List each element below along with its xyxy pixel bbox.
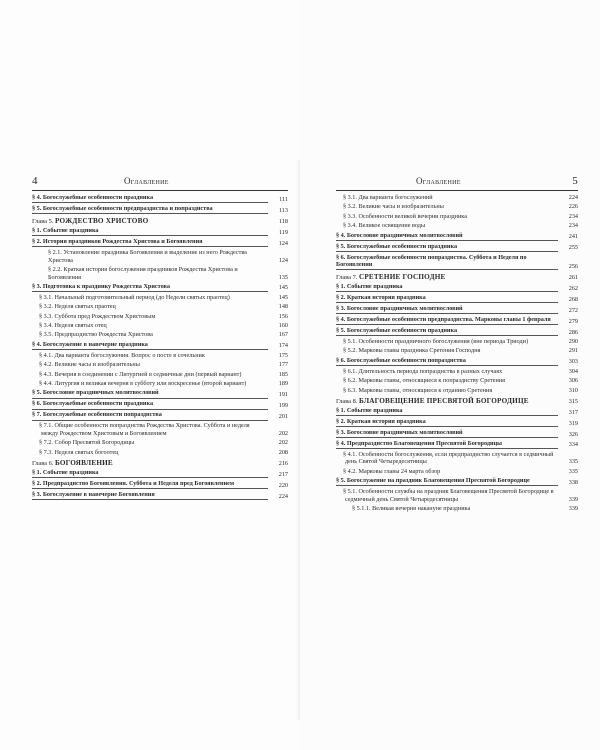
entry-title: § 3. Богословие праздничных молитвословий — [336, 429, 558, 438]
running-head-left — [32, 176, 288, 190]
toc-list-right — [336, 194, 578, 513]
entry-title: § 1. Событие праздника — [32, 469, 268, 478]
entry-title: § 4.2. Марковы главы 24 марта обзор — [343, 467, 441, 475]
entry-title: § 5.1. Особенности праздничного богослужения (вне периода Триоди) — [343, 338, 529, 346]
entry-page-number: 339 — [568, 495, 578, 503]
toc-entry — [336, 316, 578, 325]
toc-entry — [336, 283, 578, 292]
entry-page-number: 124 — [278, 256, 288, 264]
entry-page-number: 167 — [278, 331, 288, 339]
chapter-number: Глава 6. — [32, 459, 54, 467]
toc-entry — [336, 488, 578, 503]
entry-title: § 2. Краткая история праздника — [336, 418, 558, 427]
entry-title: § 6.1. Длительность периода попразднства в разных случаях — [343, 367, 503, 375]
entry-page-number: 217 — [278, 470, 288, 478]
entry-page-number: 315 — [568, 397, 578, 405]
chapter-title: БОГОЯВЛЕНИЕ — [54, 458, 113, 467]
header-rule — [32, 190, 288, 191]
entry-page-number: 224 — [568, 194, 578, 201]
entry-page-number: 191 — [278, 390, 288, 398]
entry-page-number: 335 — [568, 458, 578, 466]
toc-entry — [32, 491, 288, 500]
toc-entry — [32, 411, 288, 420]
toc-entry — [32, 266, 288, 281]
entry-title: § 4. Богослужение в навечерие праздника — [32, 341, 268, 350]
entry-page-number: 216 — [278, 459, 288, 467]
running-title: Оглавление — [124, 176, 169, 186]
toc-entry — [336, 505, 578, 513]
toc-entry — [336, 407, 578, 416]
toc-entry — [32, 294, 288, 302]
toc-entry — [336, 294, 578, 303]
entry-page-number: 310 — [568, 386, 578, 394]
entry-page-number: 135 — [278, 273, 288, 281]
entry-page-number: 202 — [278, 439, 288, 447]
entry-page-number: 201 — [278, 412, 288, 420]
entry-title: § 4.1. Два варианта богослужения. Вопрос о посте в сочельник — [39, 351, 205, 359]
toc-entry — [336, 451, 578, 466]
entry-page-number: 326 — [568, 430, 578, 438]
entry-title: § 7. Богослужебные особенности попразднства — [32, 411, 268, 420]
entry-title: § 2. Предпразднство Богоявления. Суббота и Неделя пред Богоявлением — [32, 480, 268, 489]
entry-page-number: 319 — [568, 419, 578, 427]
chapter-title: РОЖДЕСТВО ХРИСТОВО — [54, 216, 149, 225]
entry-page-number: 119 — [278, 228, 288, 236]
toc-entry — [32, 449, 288, 457]
entry-title: § 4.4. Литургия и великая вечерня в субботу или воскресенье (второй вариант) — [39, 379, 247, 387]
entry-title: § 1. Событие праздника — [32, 227, 268, 236]
entry-page-number: 185 — [278, 370, 288, 378]
entry-page-number: 174 — [278, 342, 288, 350]
toc-entry — [32, 303, 288, 311]
entry-page-number: 303 — [568, 358, 578, 366]
entry-title: § 1. Событие праздника — [336, 407, 558, 416]
entry-title: § 3.4. Великое освящение воды — [343, 222, 426, 230]
entry-page-number: 286 — [568, 328, 578, 336]
toc-entry — [32, 331, 288, 339]
chapter-number: Глава 7. — [336, 273, 358, 281]
toc-entry — [32, 469, 288, 478]
entry-title: § 2. Краткая история праздника — [336, 294, 558, 303]
chapter-number: Глава 8. — [336, 397, 358, 405]
entry-page-number: 255 — [568, 244, 578, 252]
chapter-title: БЛАГОВЕЩЕНИЕ ПРЕСВЯТОЙ БОГОРОДИЦЕ — [358, 396, 529, 405]
toc-entry — [32, 422, 288, 437]
entry-page-number: 262 — [568, 284, 578, 292]
entry-page-number: 304 — [568, 367, 578, 375]
entry-title: § 4. Богословие праздничных молитвословий — [336, 232, 558, 241]
entry-page-number: 226 — [568, 203, 578, 211]
running-title: Оглавление — [416, 176, 461, 186]
toc-entry — [336, 327, 578, 336]
entry-page-number: 338 — [568, 478, 578, 486]
entry-title: § 5. Богослужебные особенности предпразднства и попразднства — [32, 205, 268, 214]
toc-entry — [32, 380, 288, 388]
entry-title: § 2.2. Краткая история богослужения праздников Рождества Христова и Богоявления — [48, 265, 238, 281]
toc-entry — [336, 243, 578, 252]
toc-entry — [336, 305, 578, 314]
toc-entry — [336, 477, 578, 486]
entry-title: § 3.3. Суббота пред Рождеством Христовым — [39, 312, 156, 320]
entry-title: § 5.1.1. Великая вечерня накануне праздника — [352, 505, 471, 513]
toc-entry — [32, 313, 288, 321]
entry-title: § 5.2. Марковы главы праздника Сретения Господня — [343, 347, 481, 355]
entry-page-number: 208 — [278, 448, 288, 456]
page-number: 5 — [572, 175, 578, 187]
toc-chapter — [336, 398, 578, 406]
entry-title: § 3. Подготовка к празднику Рождества Христова — [32, 283, 268, 292]
toc-entry — [32, 371, 288, 379]
entry-page-number: 189 — [278, 379, 288, 387]
entry-title: § 3.4. Неделя святых отец — [39, 322, 107, 330]
entry-page-number: 160 — [278, 322, 288, 330]
entry-page-number: 145 — [278, 284, 288, 292]
entry-page-number: 113 — [278, 206, 288, 214]
toc-entry — [32, 238, 288, 247]
entry-page-number: 224 — [278, 492, 288, 500]
toc-entry — [336, 429, 578, 438]
right-page — [300, 0, 600, 750]
entry-title: § 4.1. Особенности богослужения, если предпразднство случается в седмичный день Святой Четыредесятницы — [343, 450, 554, 466]
entry-title: § 3. Богословие праздничных молитвословий — [336, 305, 558, 314]
toc-entry — [32, 205, 288, 214]
entry-title: § 6.2. Марковы главы, относящиеся к попразднству Сретения — [343, 377, 506, 385]
entry-title: § 4.2. Великие часы и изобразительны — [39, 361, 140, 369]
entry-page-number: 220 — [278, 481, 288, 489]
entry-title: § 5.1. Особенности службы на праздник Благовещения Пресвятой Богородице в седмичный день Святой Четыредесятницы — [343, 488, 554, 503]
toc-entry — [336, 440, 578, 449]
entry-title: § 5. Богословие праздничных молитвословий — [32, 389, 268, 398]
toc-entry — [32, 194, 288, 203]
entry-page-number: 279 — [568, 317, 578, 325]
entry-page-number: 335 — [568, 467, 578, 475]
entry-page-number: 177 — [278, 361, 288, 369]
chapter-title: СРЕТЕНИЕ ГОСПОДНЕ — [358, 272, 446, 281]
entry-title: § 3.5. Предпразднство Рождества Христова — [39, 331, 153, 339]
entry-page-number: 234 — [568, 212, 578, 220]
entry-title: § 6. Богослужебные особенности попразднства. Суббота и Неделя по Богоявлении — [336, 254, 558, 271]
entry-page-number: 118 — [278, 217, 288, 225]
toc-entry — [32, 400, 288, 409]
entry-page-number: 199 — [278, 401, 288, 409]
toc-chapter — [32, 460, 288, 468]
toc-entry — [32, 439, 288, 447]
entry-page-number: 241 — [568, 233, 578, 241]
entry-page-number: 111 — [279, 195, 288, 203]
entry-title: § 7.1. Общие особенности попразднства Рождества Христова. Суббота и неделя между Рождеством Христовым и Богоявлением — [39, 422, 250, 437]
entry-page-number: 334 — [568, 441, 578, 449]
entry-title: § 3.3. Особенности великой вечерни праздника — [343, 212, 467, 220]
running-head-right — [336, 176, 578, 190]
entry-page-number: 291 — [568, 347, 578, 355]
entry-page-number: 272 — [568, 306, 578, 314]
entry-page-number: 175 — [278, 351, 288, 359]
toc-entry — [336, 357, 578, 366]
entry-title: § 5. Богослужебные особенности праздника — [336, 327, 558, 336]
toc-entry — [336, 194, 578, 202]
toc-entry — [336, 347, 578, 355]
entry-title: § 5. Богослужение на праздник Благовещения Пресвятой Богородице — [336, 477, 558, 486]
toc-entry — [32, 361, 288, 369]
toc-entry — [32, 322, 288, 330]
toc-list-left — [32, 194, 288, 500]
toc-entry — [336, 222, 578, 230]
entry-page-number: 256 — [568, 262, 578, 270]
entry-title: § 7.3. Неделя святых богоотец — [39, 448, 119, 456]
toc-entry — [336, 213, 578, 221]
entry-title: § 7.2. Собор Пресвятой Богородицы — [39, 439, 135, 447]
entry-title: § 3. Богослужение в навечерие Богоявления — [32, 491, 268, 500]
toc-entry — [336, 232, 578, 241]
toc-entry — [336, 368, 578, 376]
entry-title: § 4. Богослужебные особенности предпразднства. Марковы главы 1 февраля — [336, 316, 558, 325]
entry-title: § 4. Богослужебные особенности праздника — [32, 194, 268, 203]
toc-entry — [336, 254, 578, 271]
toc-entry — [32, 341, 288, 350]
header-rule — [336, 190, 578, 191]
entry-page-number: 268 — [568, 295, 578, 303]
entry-page-number: 234 — [568, 222, 578, 230]
entry-page-number: 124 — [278, 239, 288, 247]
entry-page-number: 290 — [568, 338, 578, 346]
entry-title: § 3.2. Великие часы и изобразительны — [343, 203, 444, 211]
entry-title: § 4.3. Вечерня в соединении с Литургией в седмичные дни (первый вариант) — [39, 370, 242, 378]
page-number: 4 — [32, 175, 38, 187]
entry-page-number: 261 — [568, 273, 578, 281]
entry-title: § 6. Богослужебные особенности праздника — [32, 400, 268, 409]
toc-chapter — [32, 218, 288, 226]
toc-chapter — [336, 274, 578, 282]
toc-entry — [32, 389, 288, 398]
toc-entry — [32, 352, 288, 360]
entry-page-number: 339 — [568, 505, 578, 513]
entry-title: § 4. Предпразднство Благовещения Пресвятой Богородицы — [336, 440, 558, 449]
entry-title: § 2. История праздников Рождества Христова и Богоявления — [32, 238, 268, 247]
entry-page-number: 317 — [568, 408, 578, 416]
entry-page-number: 202 — [278, 429, 288, 437]
entry-title: § 3.1. Два варианта богослужений — [343, 194, 433, 201]
entry-title: § 5. Богослужебные особенности праздника — [336, 243, 558, 252]
toc-entry — [336, 338, 578, 346]
toc-entry — [336, 418, 578, 427]
entry-title: § 6. Богослужебные особенности попразднства — [336, 357, 558, 366]
entry-title: § 2.1. Установление праздника Богоявления и выделение из него Рождества Христова — [48, 248, 247, 264]
entry-page-number: 156 — [278, 312, 288, 320]
entry-title: § 6.3. Марковы главы, относящиеся к отданию Сретения — [343, 386, 493, 394]
toc-entry — [32, 227, 288, 236]
toc-entry — [32, 249, 288, 264]
entry-title: § 3.1. Начальный подготовительный период (до Недели святых праотец) — [39, 293, 230, 301]
toc-entry — [336, 468, 578, 476]
toc-entry — [336, 387, 578, 395]
entry-page-number: 145 — [278, 293, 288, 301]
entry-title: § 1. Событие праздника — [336, 283, 558, 292]
entry-page-number: 306 — [568, 377, 578, 385]
toc-entry — [336, 203, 578, 211]
toc-entry — [336, 377, 578, 385]
toc-entry — [32, 480, 288, 489]
entry-page-number: 148 — [278, 303, 288, 311]
entry-title: § 3.2. Неделя святых праотец — [39, 303, 116, 311]
toc-entry — [32, 283, 288, 292]
chapter-number: Глава 5. — [32, 217, 54, 225]
